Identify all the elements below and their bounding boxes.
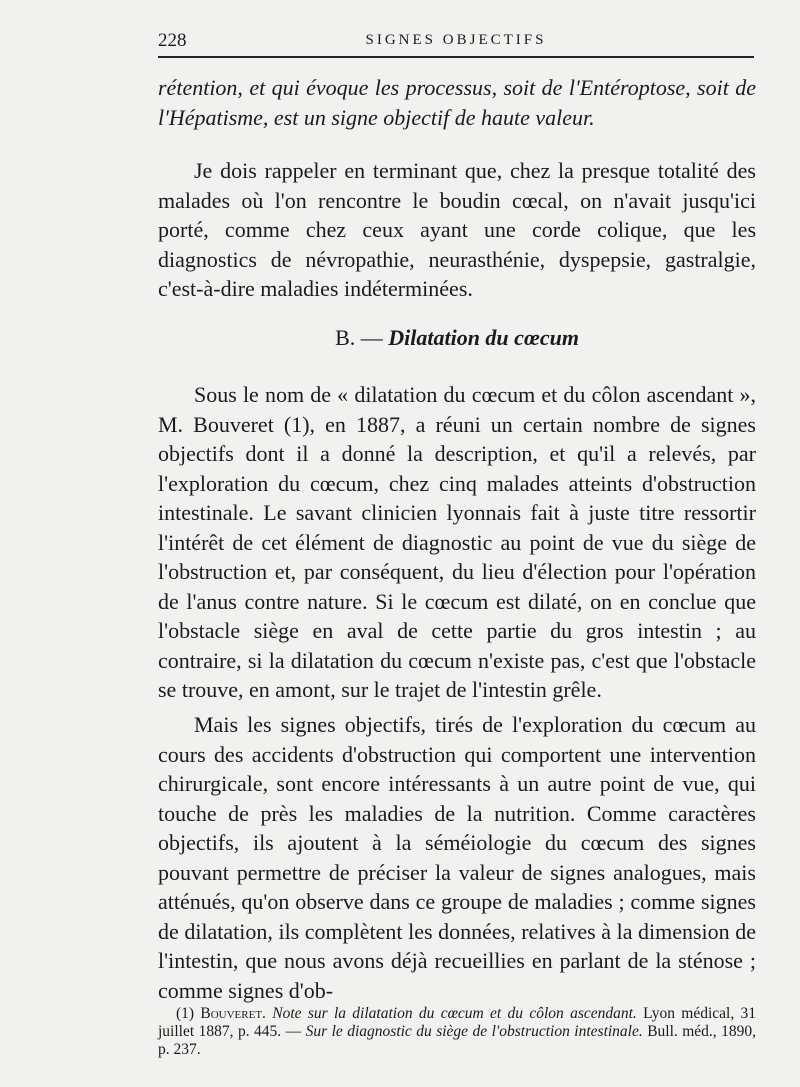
intro-text: rétention, et qui évoque les processus, soit de l'Entéroptose, soit de l'Hépatisme, est un signe objectif de haute valeur. bbox=[158, 75, 756, 130]
rappeler-paragraph bbox=[158, 156, 756, 304]
footnote-title-1: Note sur la dilatation du cœcum et du côlon ascendant. bbox=[272, 1005, 637, 1022]
footnote-marker: (1) bbox=[176, 1005, 195, 1022]
section-heading bbox=[158, 325, 756, 351]
section-title: Dilatation du cœcum bbox=[388, 325, 579, 350]
intro-paragraph bbox=[158, 73, 756, 132]
footnote-author: Bouveret. bbox=[200, 1005, 266, 1022]
page-header bbox=[158, 30, 754, 58]
footnote-journal-1: Lyon médical, 31 juillet 1887, p. 445. — bbox=[158, 1005, 757, 1040]
mais-paragraph bbox=[158, 710, 756, 1005]
footnote-journal-2: Bull. méd., 1890, p. 237. bbox=[158, 1023, 757, 1058]
sous-nom-paragraph bbox=[158, 380, 756, 705]
running-head: SIGNES OBJECTIFS bbox=[365, 32, 547, 48]
page-number: 228 bbox=[158, 30, 187, 51]
rappeler-text: Je dois rappeler en terminant que, chez la presque totalité des malades où l'on rencontre le boudin cœcal, on n'avait jusqu'ici porté, comme chez ceux ayant une corde colique, que les diagnostics de névropathie, neurasthénie, dyspepsie, gastralgie, c'est-à-dire maladies indéterminées. bbox=[158, 158, 756, 301]
sous-nom-text: Sous le nom de « dilatation du cœcum et du côlon ascendant », M. Bouveret (1), en 1887, a réuni un certain nombre de signes objectifs dont il a donné la description, et qu'il a relevés, par l'exploration du cœcum, chez cinq malades atteints d'obstruction intestinale. Le savant clinicien lyonnais fait à juste titre ressortir l'intérêt de cet élément de diagnostic au point de vue du siège de l'obstruction et, par conséquent, du lieu d'élection pour l'opération de l'anus contre nature. Si le cœcum est dilaté, on en conclue que l'obstacle siège en aval de cette partie du gros intestin ; au contraire, si la dilatation du cœcum n'existe pas, c'est que l'obstacle se trouve, en amont, sur le trajet de l'intestin grêle. bbox=[158, 382, 756, 702]
section-letter: B. — bbox=[335, 325, 383, 350]
footnote bbox=[158, 1005, 756, 1059]
mais-text: Mais les signes objectifs, tirés de l'exploration du cœcum au cours des accidents d'obstruction qui comportent une intervention chirurgicale, sont encore intéressants à un autre point de vue, qui touche de près les maladies de la nutrition. Comme caractères objectifs, ils ajoutent à la séméiologie du cœcum des signes pouvant permettre de préciser la valeur de signes analogues, mais atténués, qu'on observe dans ce groupe de maladies ; comme signes de dilatation, ils complètent les données, relatives à la dimension de l'intestin, que nous avons déjà recueillies en parlant de la sténose ; comme signes d'ob- bbox=[158, 712, 756, 1003]
footnote-title-2: Sur le diagnostic du siège de l'obstruction intestinale. bbox=[305, 1023, 643, 1040]
